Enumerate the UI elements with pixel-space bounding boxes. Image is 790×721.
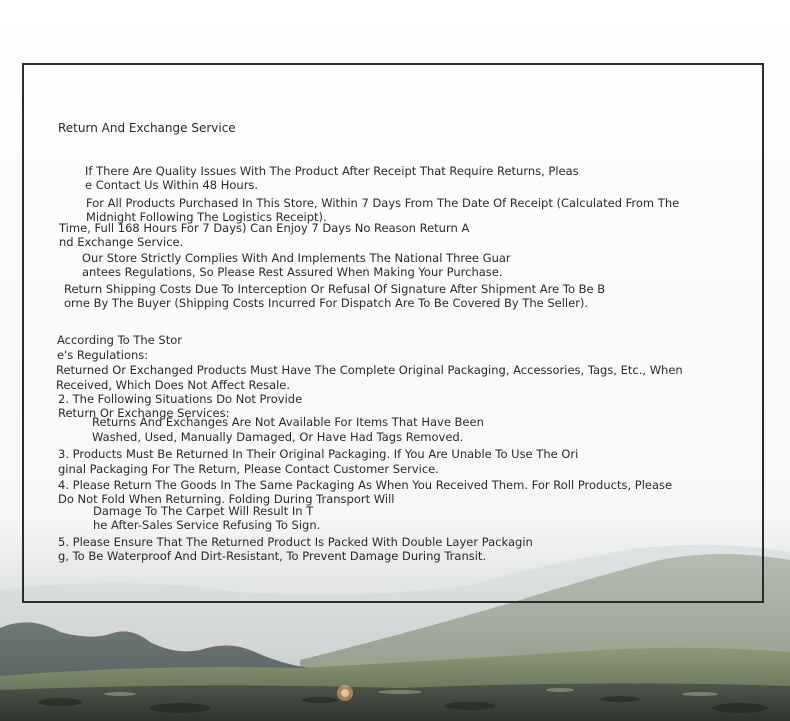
section-title: Return And Exchange Service — [58, 121, 236, 135]
text-line: e Contact Us Within 48 Hours. — [85, 178, 259, 192]
text-line: Damage To The Carpet Will Result In T — [93, 504, 314, 518]
text-line: Time, Full 168 Hours For 7 Days) Can Enjoy 7 Days No Reason Return A — [59, 221, 470, 235]
text-line: Our Store Strictly Complies With And Implements The National Three Guar — [82, 251, 511, 265]
text-line: According To The Stor — [57, 333, 182, 347]
text-line: ginal Packaging For The Return, Please Contact Customer Service. — [58, 462, 439, 476]
text-line: orne By The Buyer (Shipping Costs Incurred For Dispatch Are To Be Covered By The Seller). — [64, 296, 589, 310]
text-line: Returns And Exchanges Are Not Available For Items That Have Been — [92, 415, 484, 429]
text-line: g, To Be Waterproof And Dirt-Resistant, To Prevent Damage During Transit. — [58, 549, 487, 563]
text-line: 2. The Following Situations Do Not Provide — [58, 392, 303, 406]
text-line: Do Not Fold When Returning. Folding During Transport Will — [58, 492, 395, 506]
text-line: 3. Products Must Be Returned In Their Original Packaging. If You Are Unable To Use The Ori — [58, 447, 579, 461]
text-line: he After-Sales Service Refusing To Sign. — [93, 518, 321, 532]
text-line: Return Or Exchange Services: — [58, 406, 230, 420]
text-line: Return Shipping Costs Due To Interception Or Refusal Of Signature After Shipment Are To Be B — [64, 282, 606, 296]
text-line: e's Regulations: — [57, 348, 149, 362]
text-line: 5. Please Ensure That The Returned Product Is Packed With Double Layer Packagin — [58, 535, 533, 549]
text-line: antees Regulations, So Please Rest Assured When Making Your Purchase. — [82, 265, 503, 279]
text-line: Washed, Used, Manually Damaged, Or Have Had Tags Removed. — [92, 430, 464, 444]
text-line: Midnight Following The Logistics Receipt). — [86, 210, 327, 224]
text-line: 4. Please Return The Goods In The Same Packaging As When You Received Them. For Roll Products, Please — [58, 478, 673, 492]
text-line: Received, Which Does Not Affect Resale. — [56, 378, 291, 392]
text-line: For All Products Purchased In This Store, Within 7 Days From The Date Of Receipt (Calculated From The — [86, 196, 680, 210]
text-line: nd Exchange Service. — [59, 235, 184, 249]
text-line: If There Are Quality Issues With The Product After Receipt That Require Returns, Pleas — [85, 164, 579, 178]
text-line: Returned Or Exchanged Products Must Have The Complete Original Packaging, Accessories, Tags, Etc., When — [56, 363, 683, 377]
